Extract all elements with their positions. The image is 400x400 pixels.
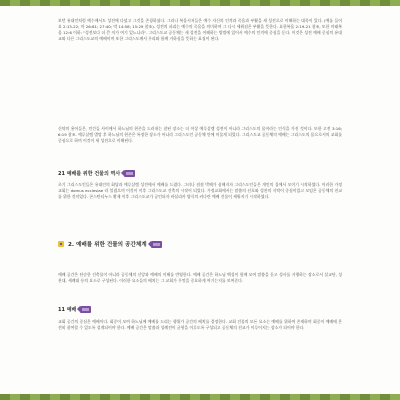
subheading-worship-text: 11 예배: [58, 307, 77, 313]
subheading-worship: [58, 306, 91, 313]
body-paragraph-3: 초기 그리스도인들은 유대인의 회당과 예루살렘 성전에서 예배를 드렸다. 그러나 점점 박해가 심해지자 그리스도인들은 개인의 집에서 모이기 시작하였다. 이러한 가정교회는 domus ecclesiae 라 불렸으며 이것이 이후 그리스도교 건축의 시작이 되었다. 가정교회에서는 말씀의 선포와 성찬의 식탁이 중심이었고 모임은 공동체의 친교를 위한 것이었다. 콘스탄티누스 황제 이후 그리스도교가 공인되자 바실리카 양식의 커다란 예배 건물이 세워지기 시작하였다.: [58, 182, 342, 199]
body-paragraph-1: 보던 유대인처럼 예수께서도 성전에 다녔고 그것을 존경하셨다. 그러나 복음서저들은 예수 자신의 인격과 죽음과 부활을 새 성전으로 이해하는 대목이 있다. (예를 들어 요 2:13-22; 마 26:61; 27:40; 막 14:58; 15:29 참조). 성전의 파괴는 예수의 죽음을 의미하며 그 다시 세워짐은 부활을 뜻한다. 요한복음 2:19-21 참조, 또한 마태복음 12:6 이하: "성전보다 더 큰 이가 여기 있느니라". 그리스도교 공동체는 새 성전을 이해하는 방법에 있어서 예수의 인격에 중심을 둔다. 이것은 성전 예배 중심의 유대교와 다른 그리스도교의 예배이며 또한 그리스도께서 우리와 함께 거하심을 뜻하는 표징이 된다.: [58, 18, 342, 41]
section-heading-text: 2. 예배를 위한 건물의 공간체계: [68, 242, 147, 248]
section-heading: [58, 240, 162, 248]
ribbon-icon: [151, 241, 162, 248]
body-paragraph-5: 교회 공간의 중심은 예배이다. 회중이 모여 하느님께 예배를 드리는 행위가 공간의 배치를 결정한다. 교회 건물의 모든 요소는 예배를 위하여 존재하며 회중이 예배에 온전히 참여할 수 있도록 설계되어야 한다. 예배 공간은 말씀과 성례전이 균형을 이루도록 구성되고 공동체의 친교가 이루어지는 장소가 되어야 한다.: [58, 319, 342, 330]
bottom-decorative-bar: [0, 394, 400, 400]
ribbon-icon: [124, 170, 135, 177]
ribbon-icon: [80, 306, 91, 313]
subheading-history-text: 21 예배를 위한 건물의 역사: [58, 171, 121, 177]
subheading-history: [58, 170, 135, 177]
body-paragraph-4: 예배 공간은 단순한 건축물이 아니라 공동체의 신앙과 예배의 이해를 반영한다. 예배 공간은 하느님 백성이 함께 모여 말씀을 듣고 성사를 거행하는 장소로서 설교단, 성찬대, 세례대 등의 요소로 구성된다. 이러한 요소들의 배치는 그 교회가 무엇을 중요하게 여기는지를 보여준다.: [58, 272, 342, 283]
body-paragraph-2: 신약의 용어들은, 인간들 사이에서 하느님의 현존을 드러내는 참된 장소는 더 이상 예루살렘 성전이 아니라 그리스도의 몸이라는 인식을 가진 것이다. 또한 고전 3:16; 6:19 참조. 예루살렘 멸망 후 하느님의 현존은 특정한 장소가 아니라 그리스도인 공동체 안에 머물게 되었다. 그리스도교 공동체의 예배는 그리스도의 몸으로서의 교회를 중심으로 하며 이것이 새 성전으로 이해된다.: [58, 126, 342, 143]
top-decorative-bar: [0, 0, 400, 6]
section-bullet-icon: [58, 241, 64, 247]
